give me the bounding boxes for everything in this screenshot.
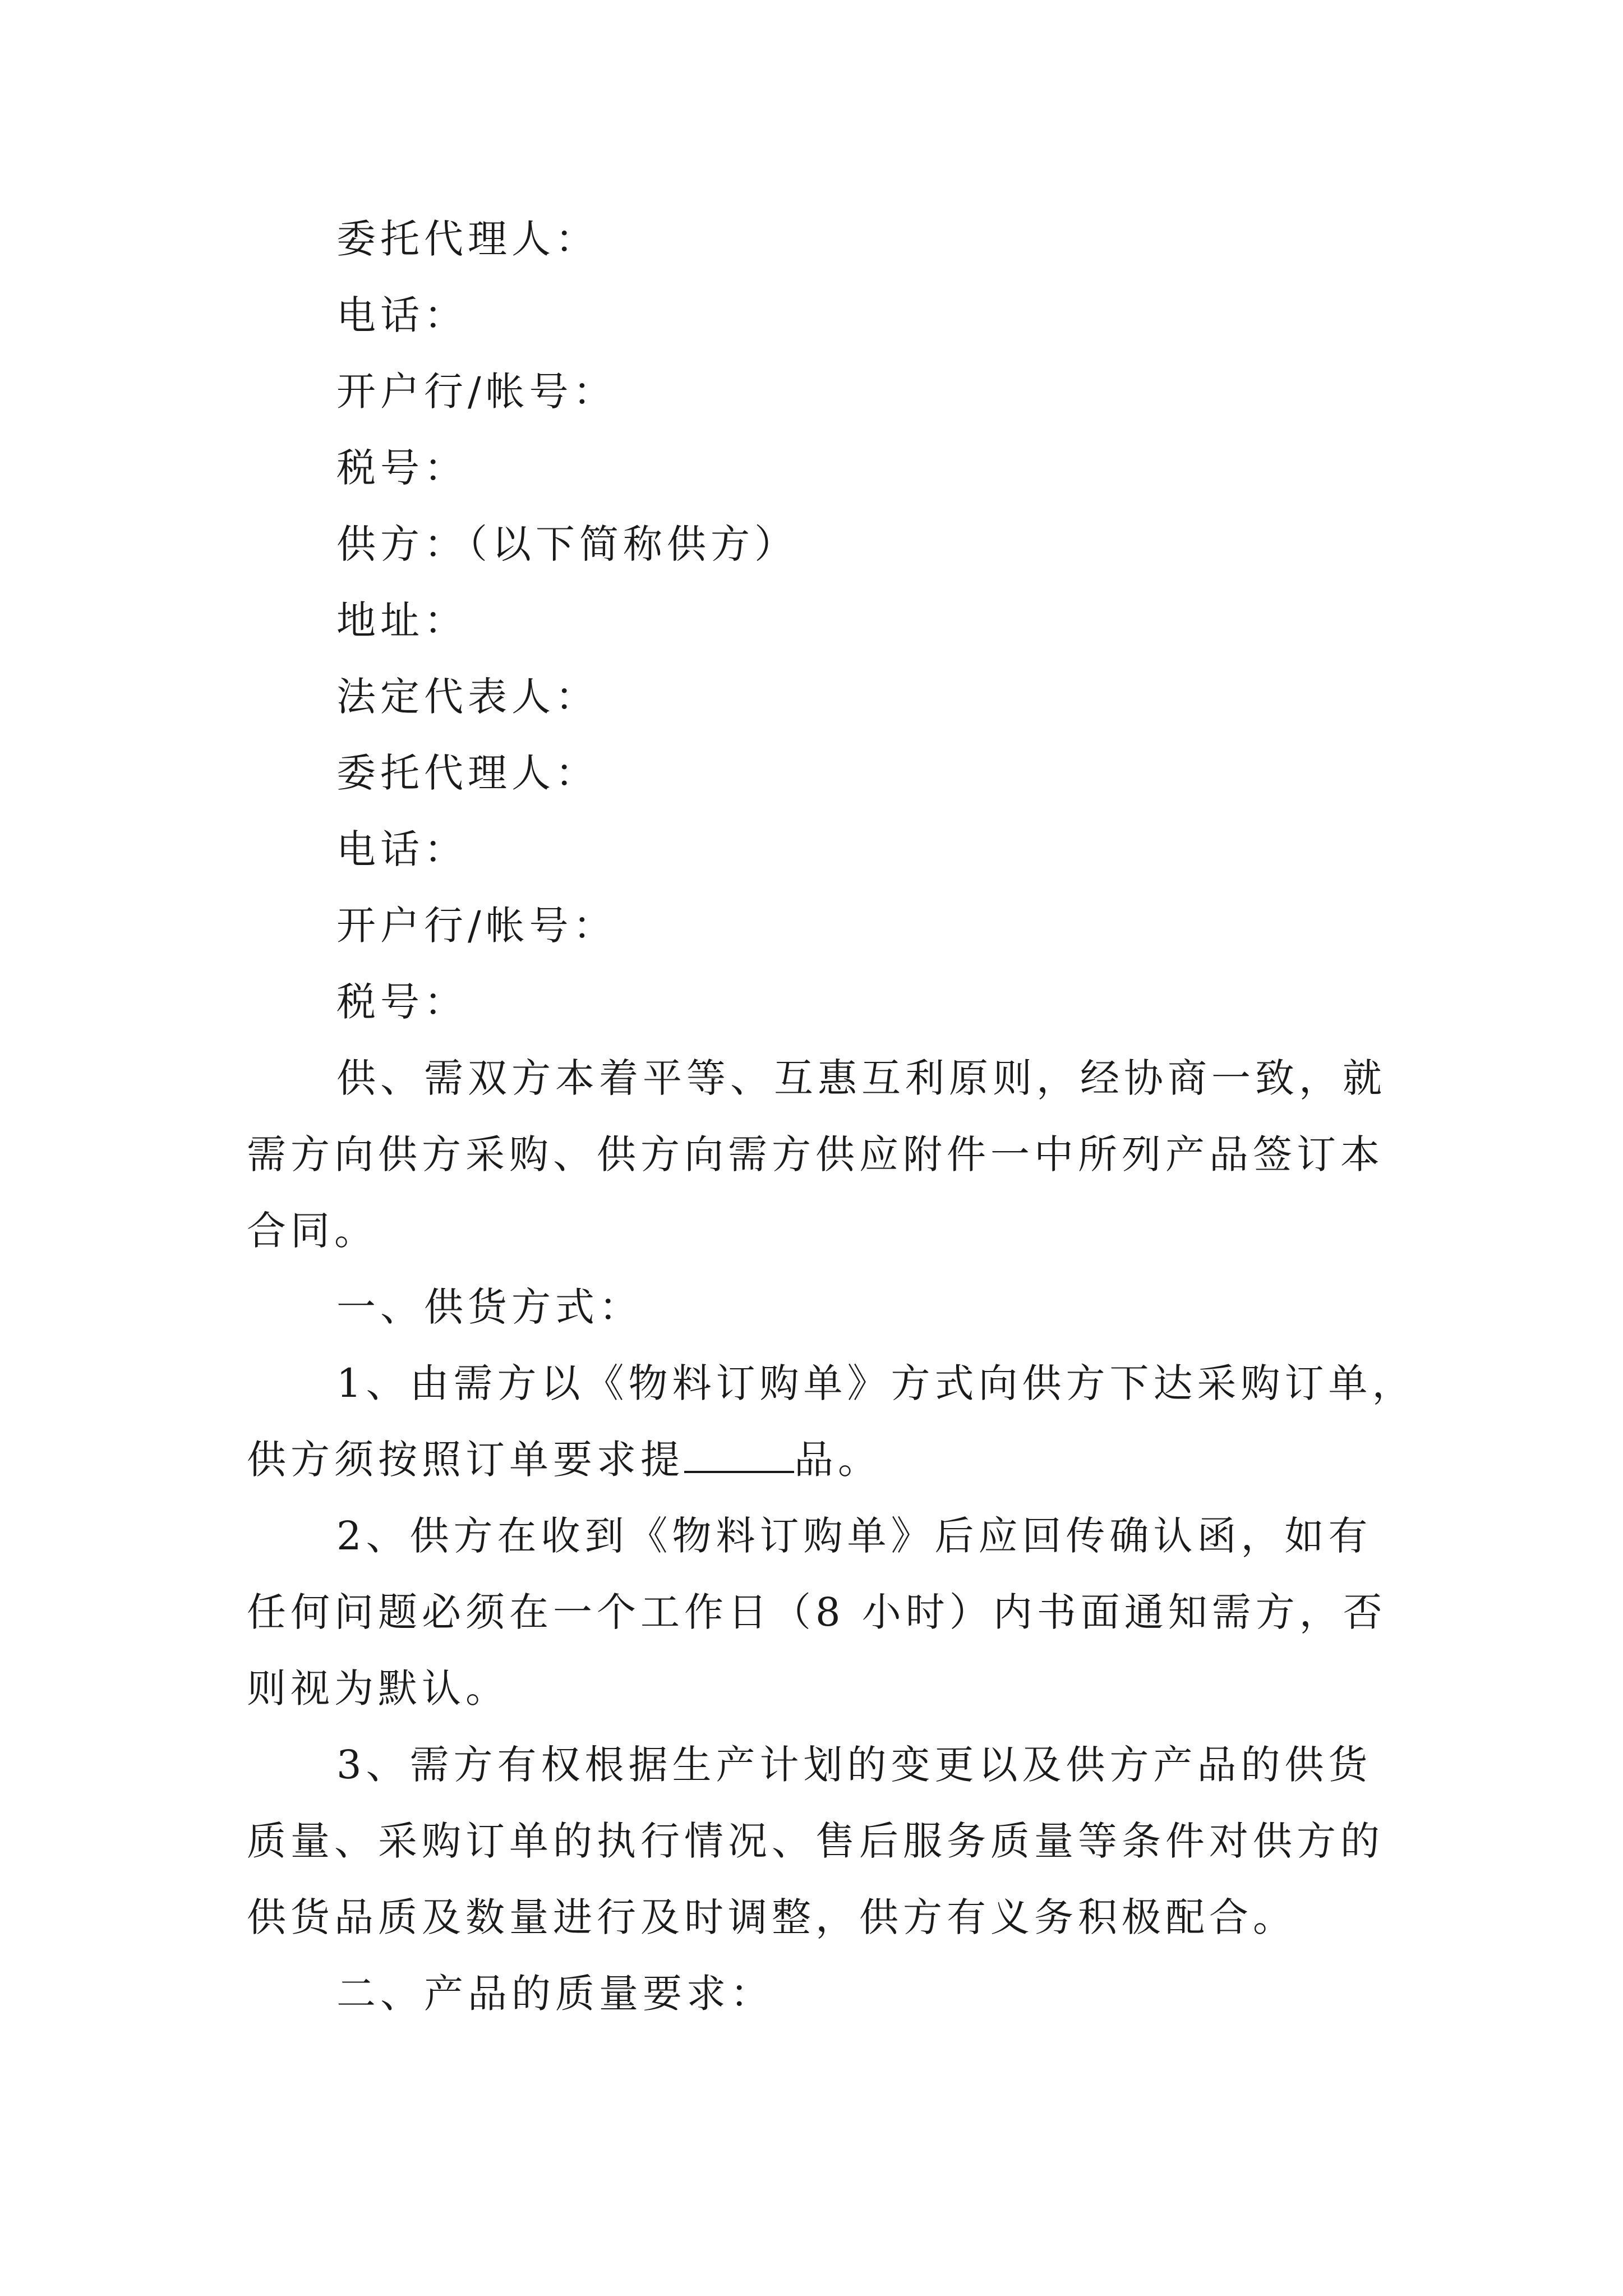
clause-3-line-3: 供货品质及数量进行及时调整，供方有义务积极配合。	[247, 1894, 1297, 1940]
intro-paragraph-line-3: 合同。	[247, 1208, 378, 1254]
clause-1-line-2	[247, 1433, 1391, 1487]
section-2-title: 二、产品的质量要求：	[336, 1971, 774, 2017]
field-agent-demand: 委托代理人：	[336, 216, 599, 262]
clause-2-line-1: 2、供方在收到《物料订购单》后应回传确认函，如有	[336, 1513, 1372, 1559]
clause-3-line-2: 质量、采购订单的执行情况、售后服务质量等条件对供方的	[247, 1818, 1384, 1864]
intro-paragraph-line-2: 需方向供方采购、供方向需方供应附件一中所列产品签订本	[247, 1131, 1384, 1177]
field-legal-rep-supplier: 法定代表人：	[336, 674, 599, 720]
field-agent-supplier: 委托代理人：	[336, 750, 599, 796]
clause-1-line-1: 1、由需方以《物料订购单》方式向供方下达采购订单，	[336, 1360, 1416, 1406]
field-phone-supplier: 电话：	[336, 826, 468, 872]
clause-2-line-2: 任何问题必须在一个工作日（8 小时）内书面通知需方，否	[247, 1589, 1387, 1635]
clause-3-line-1: 3、需方有权根据生产计划的变更以及供方产品的供货	[336, 1742, 1372, 1788]
field-address-supplier: 地址：	[336, 597, 468, 643]
clause-2-line-3: 则视为默认。	[247, 1665, 509, 1711]
field-phone-demand: 电话：	[336, 292, 468, 338]
supplier-header: 供方：（以下简称供方）	[336, 521, 798, 567]
section-1-title: 一、供货方式：	[336, 1284, 643, 1330]
field-tax-number-supplier: 税号：	[336, 979, 468, 1025]
fill-in-blank	[684, 1437, 794, 1473]
field-tax-number-demand: 税号：	[336, 445, 468, 491]
field-bank-account-supplier: 开户行/帐号：	[336, 903, 617, 949]
clause-1-text-after-blank: 品。	[794, 1437, 882, 1483]
intro-paragraph-line-1: 供、需双方本着平等、互惠互利原则，经协商一致，就	[336, 1055, 1386, 1101]
field-bank-account-demand: 开户行/帐号：	[336, 369, 617, 415]
clause-1-text-before-blank: 供方须按照订单要求提	[247, 1437, 684, 1483]
